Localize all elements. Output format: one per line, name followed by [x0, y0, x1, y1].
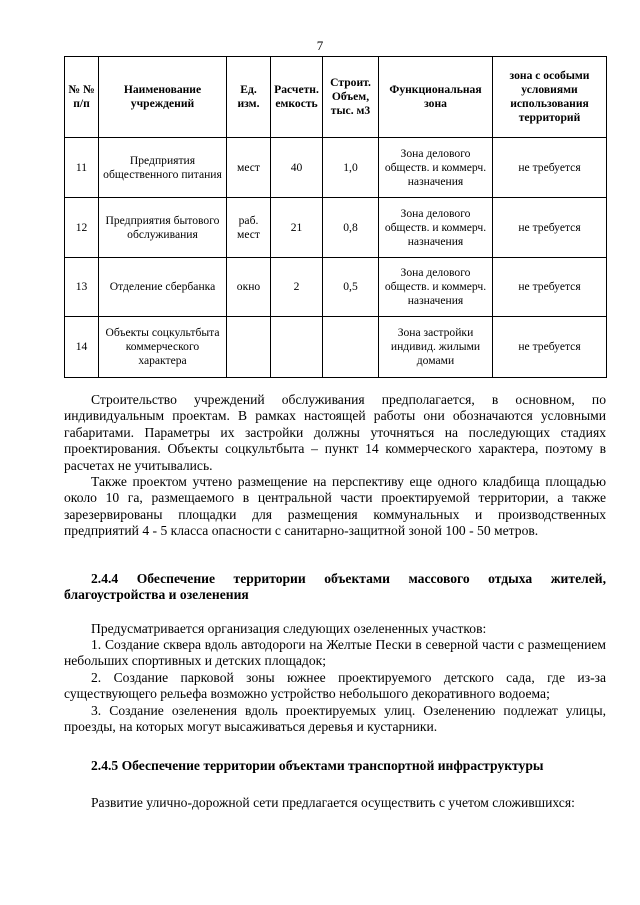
table-row	[65, 138, 607, 198]
header-special-zone: зона с особыми условиями использования территорий	[493, 57, 607, 138]
header-number: № № п/п	[65, 57, 99, 138]
cell-capacity: 2	[271, 258, 323, 317]
section-heading-2-4-4: 2.4.4 Обеспечение территории объектами массового отдыха жителей, благоустройства и озеленения	[64, 571, 606, 603]
paragraph-construction: Строительство учреждений обслуживания предполагается, в основном, по индивидуальным проектам. В рамках настоящей работы они обозначаются условными габаритами. Параметры их застройки должны уточняться на последующих стадиях проектирования. Объекты соцкультбыта – пункт 14 коммерческого характера, поэтому в расчетах не учитывались.	[64, 392, 606, 473]
cell-capacity	[271, 317, 323, 378]
facilities-table	[64, 56, 607, 378]
cell-volume	[323, 317, 379, 378]
cell-unit: раб. мест	[227, 198, 271, 258]
cell-functional-zone: Зона делового обществ. и коммерч. назначения	[379, 198, 493, 258]
cell-special-zone: не требуется	[493, 138, 607, 198]
cell-volume: 0,8	[323, 198, 379, 258]
cell-number: 11	[65, 138, 99, 198]
header-capacity: Расчетн. емкость	[271, 57, 323, 138]
list-item-square: 1. Создание сквера вдоль автодороги на Желтые Пески в северной части с размещением небольших спортивных и детских площадок;	[64, 637, 606, 669]
table-row	[65, 317, 607, 378]
list-item-streets: 3. Создание озеленения вдоль проектируемых улиц. Озеленению подлежат улицы, проезды, на которых могут высаживаться деревья и кустарники.	[64, 703, 606, 735]
cell-capacity: 21	[271, 198, 323, 258]
cell-number: 12	[65, 198, 99, 258]
paragraph-road-network: Развитие улично-дорожной сети предлагается осуществить с учетом сложившихся:	[91, 795, 575, 810]
cell-unit: мест	[227, 138, 271, 198]
cell-special-zone: не требуется	[493, 198, 607, 258]
cell-volume: 0,5	[323, 258, 379, 317]
cell-number: 13	[65, 258, 99, 317]
table-header-row	[65, 57, 607, 138]
header-volume: Строит. Объем, тыс. м3	[323, 57, 379, 138]
paragraph-cemetery: Также проектом учтено размещение на перспективу еще одного кладбища площадью около 10 га, размещаемого в центральной части проектируемой территории, а также зарезервированы площадки для размещения коммунальных и производственных предприятий 4 - 5 класса опасности с санитарно-защитной зоной 100 - 50 метров.	[64, 474, 606, 539]
cell-functional-zone: Зона делового обществ. и коммерч. назначения	[379, 138, 493, 198]
page-number: 7	[316, 38, 324, 53]
header-unit: Ед. изм.	[227, 57, 271, 138]
cell-name: Предприятия бытового обслуживания	[99, 198, 227, 258]
cell-functional-zone: Зона делового обществ. и коммерч. назначения	[379, 258, 493, 317]
list-item-park: 2. Создание парковой зоны южнее проектируемого детского сада, где из-за существующего рельефа возможно устройство небольшого декоративного водоема;	[64, 670, 606, 702]
header-name: Наименование учреждений	[99, 57, 227, 138]
cell-functional-zone: Зона застройки индивид. жилыми домами	[379, 317, 493, 378]
cell-special-zone: не требуется	[493, 258, 607, 317]
cell-unit: окно	[227, 258, 271, 317]
cell-number: 14	[65, 317, 99, 378]
cell-unit	[227, 317, 271, 378]
table-row	[65, 198, 607, 258]
table-row	[65, 258, 607, 317]
header-functional-zone: Функциональная зона	[379, 57, 493, 138]
cell-name: Объекты соцкультбыта коммерческого характера	[99, 317, 227, 378]
paragraph-green-areas-intro: Предусматривается организация следующих озелененных участков:	[91, 621, 487, 636]
cell-name: Предприятия общественного питания	[99, 138, 227, 198]
cell-capacity: 40	[271, 138, 323, 198]
cell-special-zone: не требуется	[493, 317, 607, 378]
cell-name: Отделение сбербанка	[99, 258, 227, 317]
cell-volume: 1,0	[323, 138, 379, 198]
section-heading-2-4-5: 2.4.5 Обеспечение территории объектами транспортной инфраструктуры	[91, 758, 544, 773]
